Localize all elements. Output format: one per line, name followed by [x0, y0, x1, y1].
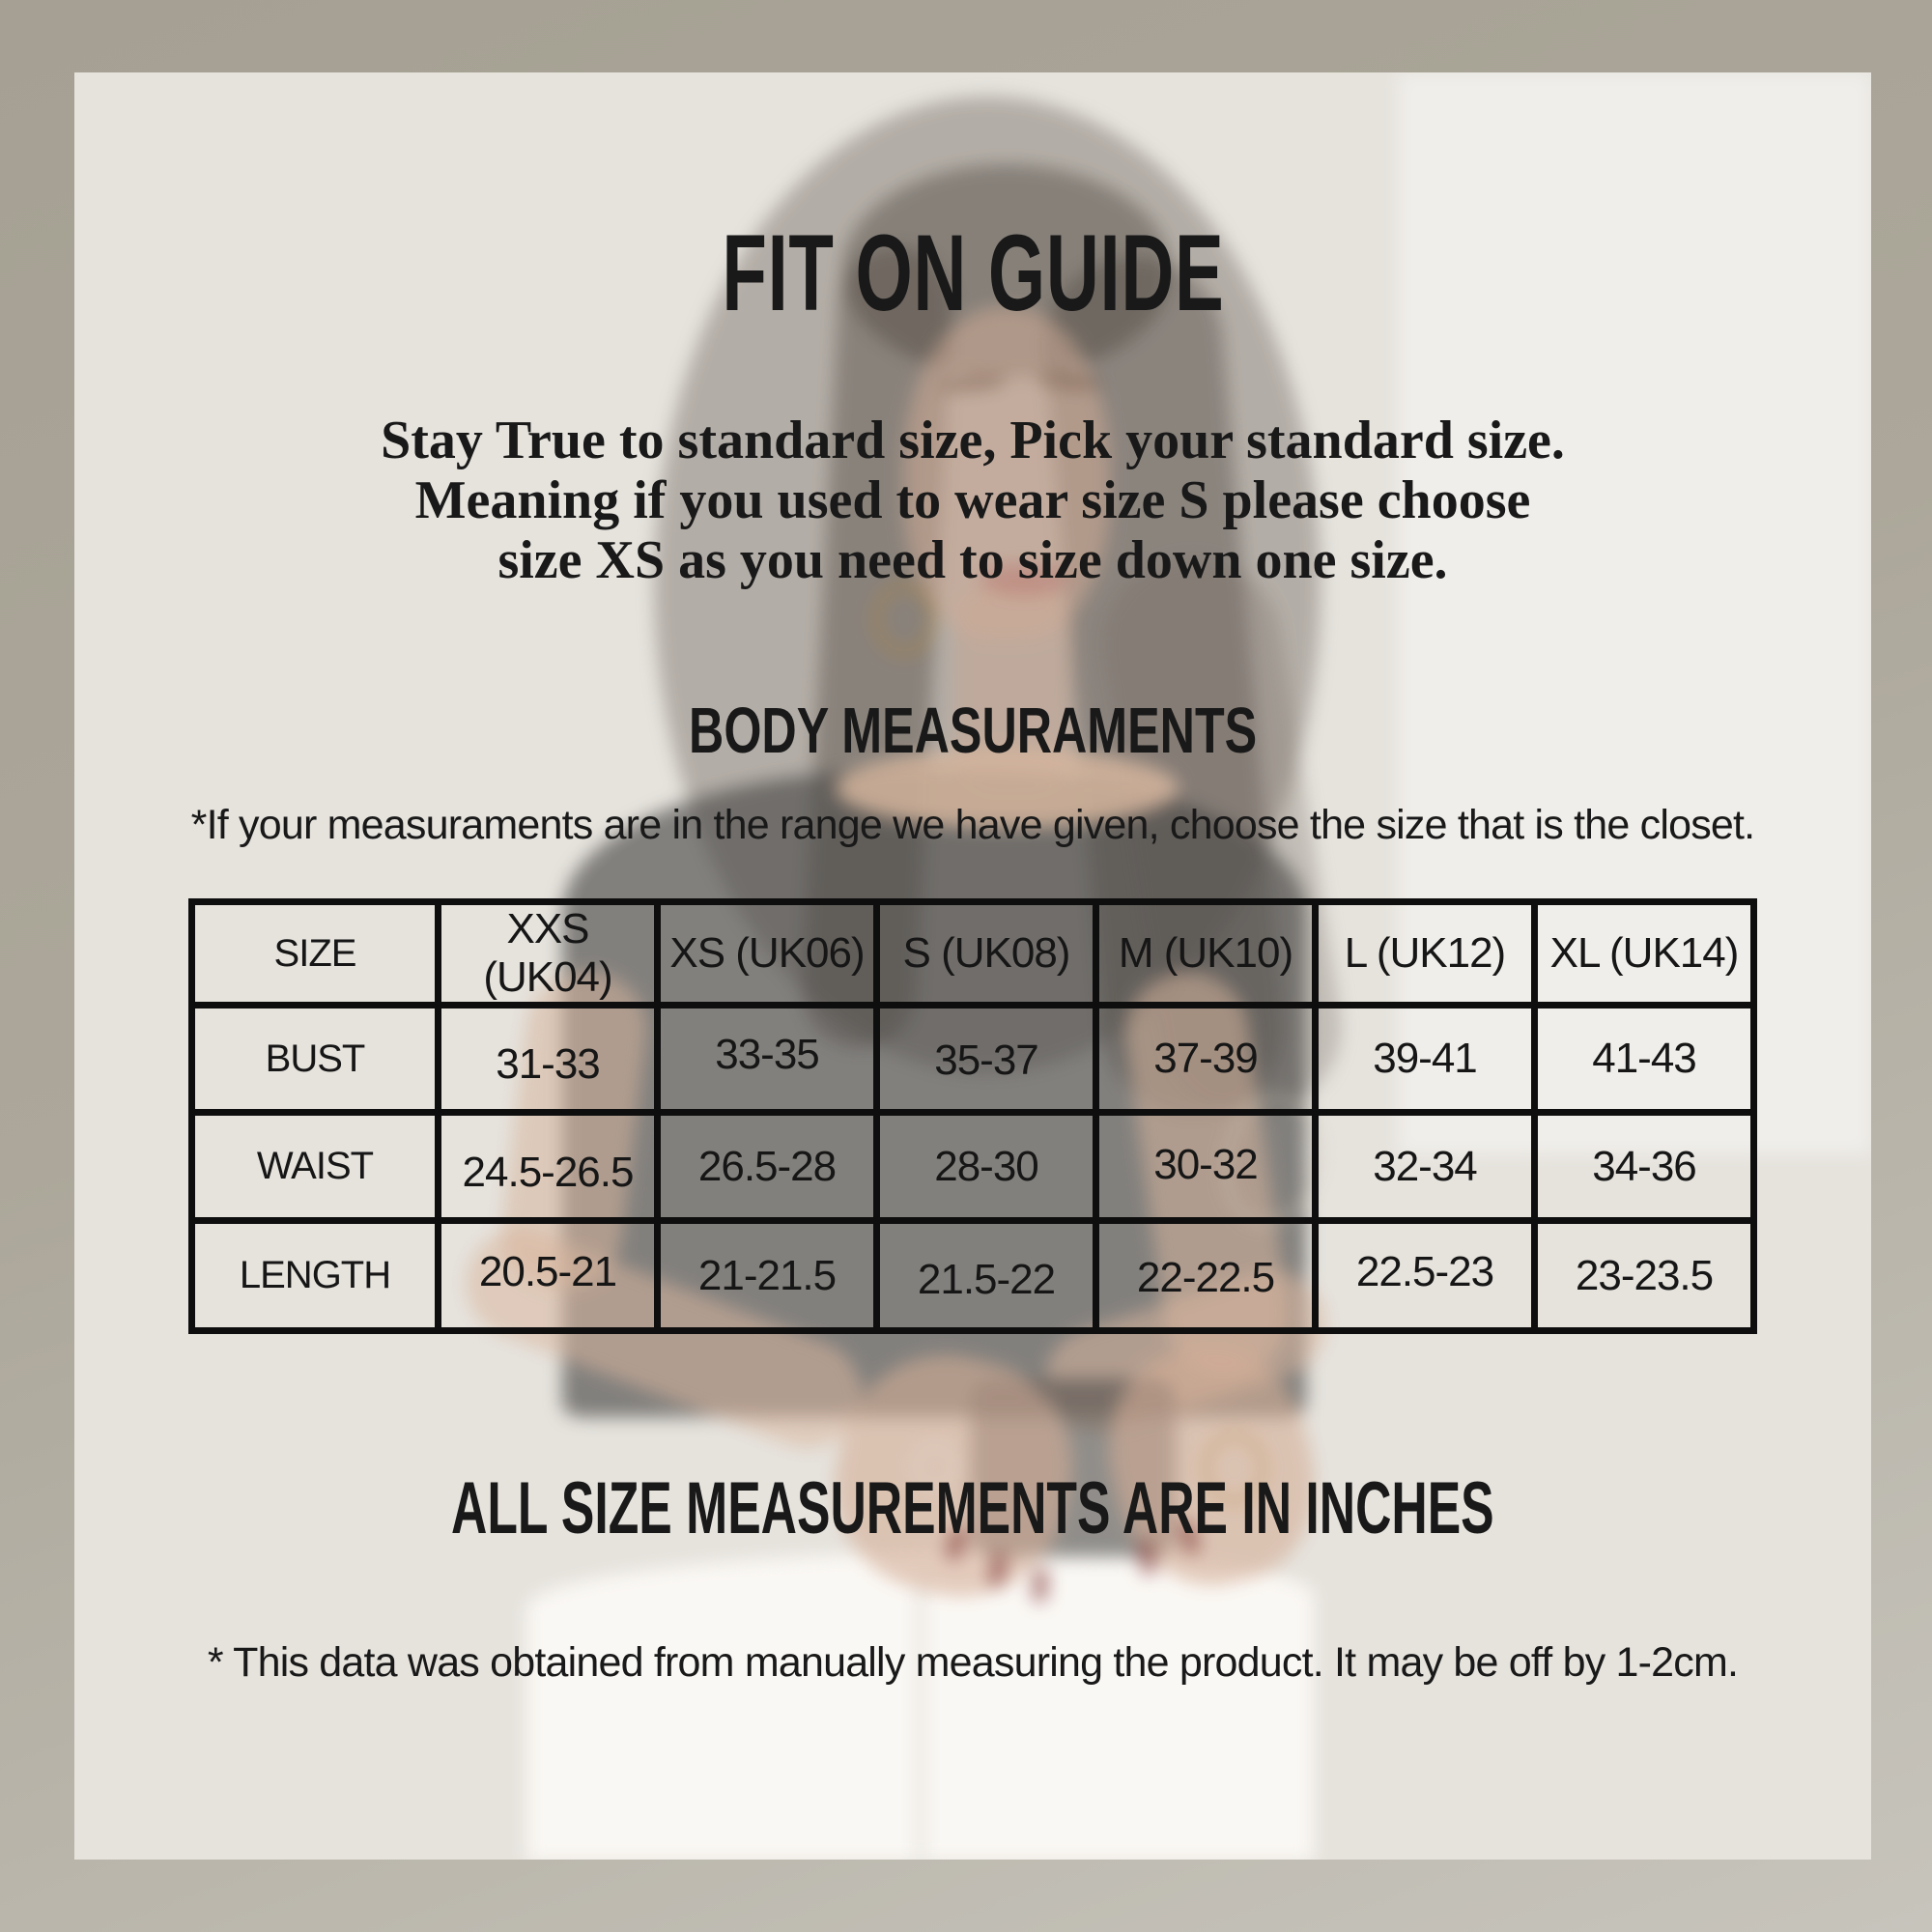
column-header-l: L (UK12)	[1316, 902, 1535, 1006]
length-m: 22-22.5	[1096, 1223, 1316, 1333]
bust-xl: 41-43	[1535, 1006, 1754, 1113]
model-pants-seam	[917, 1579, 924, 1860]
waist-xl: 34-36	[1535, 1113, 1754, 1221]
length-xs: 21-21.5	[658, 1221, 877, 1331]
units-heading-text: ALL SIZE MEASUREMENTS ARE IN INCHES	[451, 1467, 1494, 1549]
table-row-bust	[192, 1006, 1754, 1113]
column-header-xs: XS (UK06)	[658, 902, 877, 1006]
table-row-waist	[192, 1113, 1754, 1221]
sizing-advice-line-3: size XS as you need to size down one size.	[497, 530, 1448, 590]
model-earring	[872, 582, 936, 656]
measurement-footnote: * This data was obtained from manually measuring the product. It may be off by 1-2cm.	[207, 1639, 1739, 1686]
size-guide-panel	[74, 72, 1871, 1860]
sizing-advice-line-1: Stay True to standard size, Pick your standard size.	[381, 411, 1565, 470]
bust-xs: 33-35	[658, 1002, 877, 1109]
sizing-advice-line-2: Meaning if you used to wear size S please choose	[414, 470, 1531, 530]
waist-m: 30-32	[1096, 1111, 1316, 1219]
size-chart-header-row	[192, 902, 1754, 1006]
size-chart-table	[188, 898, 1757, 1334]
page-title-text: FIT ON GUIDE	[721, 213, 1225, 333]
body-measurements-heading	[74, 695, 1871, 767]
waist-l: 32-34	[1316, 1113, 1535, 1221]
waist-xs: 26.5-28	[658, 1113, 877, 1221]
column-header-m: M (UK10)	[1096, 902, 1316, 1006]
sizing-advice	[74, 411, 1871, 590]
column-header-s: S (UK08)	[877, 902, 1096, 1006]
length-xxs: 20.5-21	[439, 1217, 658, 1327]
column-header-xl: XL (UK14)	[1535, 902, 1754, 1006]
length-xl: 23-23.5	[1535, 1221, 1754, 1331]
column-header-size: SIZE	[192, 902, 439, 1006]
body-measurements-heading-text: BODY MEASURAMENTS	[688, 695, 1258, 767]
bust-m: 37-39	[1096, 1006, 1316, 1113]
bust-xxs: 31-33	[439, 1011, 658, 1119]
row-label-waist: WAIST	[192, 1113, 439, 1221]
table-row-length	[192, 1221, 1754, 1331]
row-label-length: LENGTH	[192, 1221, 439, 1331]
row-label-bust: BUST	[192, 1006, 439, 1113]
units-heading	[74, 1467, 1871, 1549]
bust-l: 39-41	[1316, 1006, 1535, 1113]
waist-xxs: 24.5-26.5	[439, 1119, 658, 1227]
page-title	[74, 213, 1871, 333]
bust-s: 35-37	[877, 1008, 1096, 1115]
column-header-xxs: XXS (UK04)	[439, 902, 658, 1006]
waist-s: 28-30	[877, 1113, 1096, 1221]
length-l: 22.5-23	[1316, 1217, 1535, 1327]
length-s: 21.5-22	[877, 1225, 1096, 1335]
range-note: *If your measuraments are in the range we have given, choose the size that is the closet.	[190, 802, 1755, 848]
